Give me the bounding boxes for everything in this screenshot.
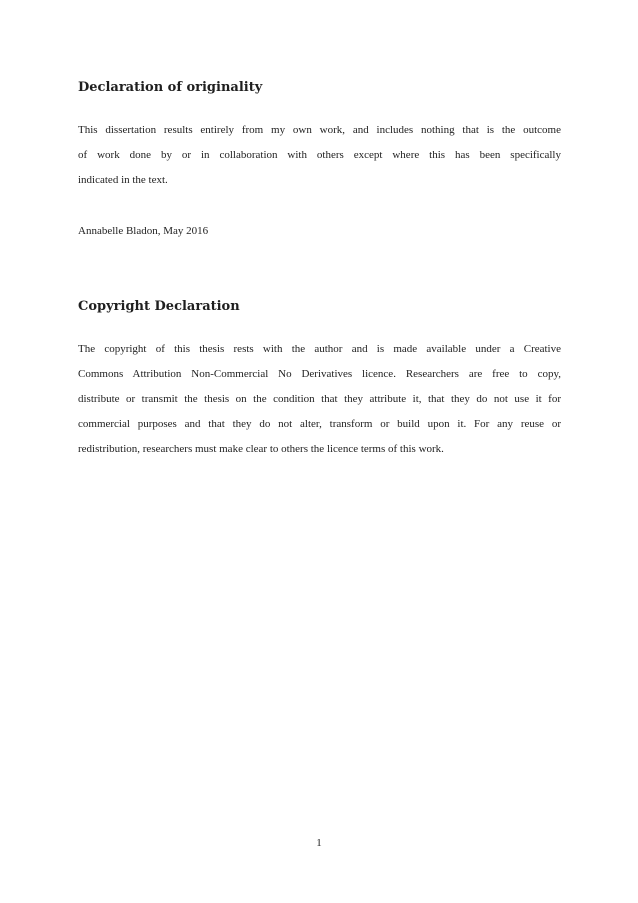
originality-heading: Declaration of originality [78,80,263,95]
copyright-section [78,299,561,315]
originality-paragraph [78,118,561,193]
copyright-line: commercial purposes and that they do not alter, transform or build upon it. For any reuse or [78,418,561,430]
copyright-paragraph [78,337,561,462]
originality-line: This dissertation results entirely from my own work, and includes nothing that is the outcome [78,124,561,136]
copyright-line: Commons Attribution Non-Commercial No Derivatives licence. Researchers are free to copy, [78,368,561,380]
originality-line: of work done by or in collaboration with others except where this has been specifically [78,149,561,161]
copyright-text [78,337,561,462]
originality-line: indicated in the text. [78,174,168,186]
originality-text [78,118,561,193]
originality-section [78,80,561,96]
copyright-line: redistribution, researchers must make clear to others the licence terms of this work. [78,443,444,455]
copyright-heading: Copyright Declaration [78,299,240,314]
author-signature-line: Annabelle Bladon, May 2016 [78,225,209,237]
signature-block [78,224,561,238]
copyright-line: The copyright of this thesis rests with the author and is made available under a Creative [78,343,561,355]
page-number: 1 [316,837,322,849]
copyright-line: distribute or transmit the thesis on the condition that they attribute it, that they do not use it for [78,393,561,405]
